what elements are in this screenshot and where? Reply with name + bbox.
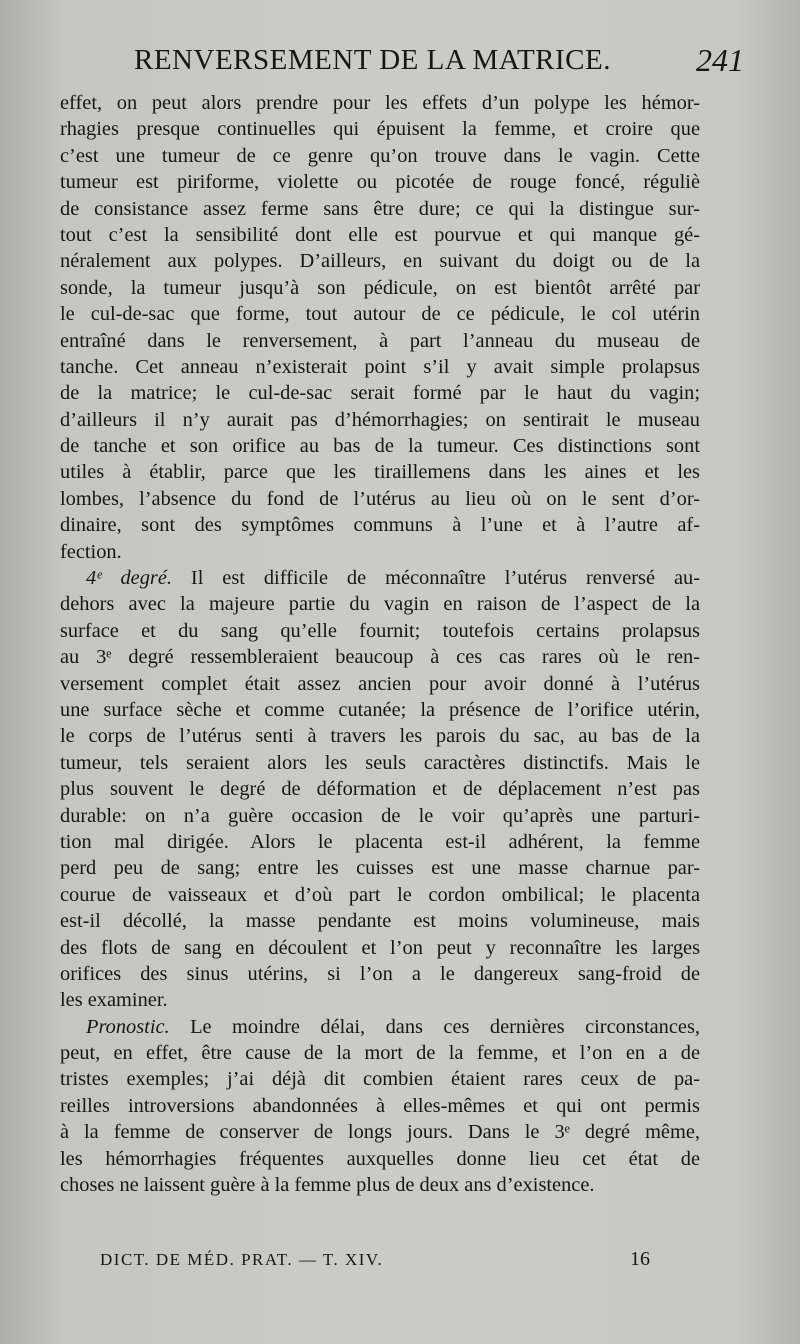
running-title: RENVERSEMENT DE LA MATRICE. (134, 44, 611, 76)
text-line (60, 301, 700, 327)
text-line (60, 1119, 700, 1145)
line-text: les hémorrhagies fréquentes auxquelles donne lieu cet état de (60, 1147, 700, 1170)
text-line (60, 1093, 700, 1119)
line-text: tumeur est piriforme, violette ou picotée de rouge foncé, réguliè (60, 171, 700, 194)
text-line (60, 750, 700, 776)
line-text: rhagies presque continuelles qui épuisent la femme, et croire que (60, 118, 700, 141)
text-line (60, 882, 700, 908)
page-number: 241 (696, 42, 744, 78)
text-line (60, 116, 700, 142)
text-line (60, 143, 700, 169)
text-line (60, 539, 700, 565)
line-text: choses ne laissent guère à la femme plus de deux ans d’existence. (60, 1174, 595, 1197)
text-line (60, 169, 700, 195)
line-text: sonde, la tumeur jusqu’à son pédicule, on est bientôt arrêté par (60, 276, 700, 299)
text-line (60, 1146, 700, 1172)
line-text: dinaire, sont des symptômes communs à l’une et à l’autre af- (60, 514, 700, 537)
text-line (60, 196, 700, 222)
line-text: versement complet était assez ancien pour avoir donné à l’utérus (60, 672, 700, 695)
text-line (60, 90, 700, 116)
text-line (60, 591, 700, 617)
line-text: au 3ᵉ degré ressembleraient beaucoup à ces cas rares où le ren- (60, 646, 700, 669)
page-header (58, 44, 744, 84)
line-text: tanche. Cet anneau n’existerait point s’il y avait simple prolapsus (60, 355, 700, 378)
line-text: tout c’est la sensibilité dont elle est pourvue et qui manque gé- (60, 223, 700, 246)
text-line (60, 354, 700, 380)
line-text: les examiner. (60, 989, 168, 1012)
text-line (60, 380, 700, 406)
line-text: Il est difficile de méconnaître l’utérus renversé au- (171, 567, 700, 590)
text-line (60, 961, 700, 987)
line-text: c’est une tumeur de ce genre qu’on trouve dans le vagin. Cette (60, 144, 700, 167)
text-line (60, 328, 700, 354)
text-line (60, 987, 700, 1013)
line-text: plus souvent le degré de déformation et de déplacement n’est pas (60, 778, 700, 801)
line-text: des flots de sang en découlent et l’on peut y reconnaître les larges (60, 936, 700, 959)
line-text: utiles à établir, parce que les tiraillemens dans les aines et les (60, 461, 700, 484)
footer-signature: DICT. DE MÉD. PRAT. — T. XIV. (100, 1250, 384, 1269)
line-text: orifices des sinus utérins, si l’on a le dangereux sang-froid de (60, 962, 700, 985)
line-text: dehors avec la majeure partie du vagin en raison de l’aspect de la (60, 593, 700, 616)
line-text: néralement aux polypes. D’ailleurs, en suivant du doigt ou de la (60, 250, 700, 273)
text-line (60, 222, 700, 248)
text-line (60, 908, 700, 934)
line-text: tion mal dirigée. Alors le placenta est-il adhérent, la femme (60, 830, 700, 853)
text-line (60, 829, 700, 855)
line-text: une surface sèche et comme cutanée; la présence de l’orifice utérin, (60, 698, 700, 721)
line-text: d’ailleurs il n’y aurait pas d’hémorrhagies; on sentirait le museau (60, 408, 700, 431)
text-line (60, 644, 700, 670)
line-text: reilles introversions abandonnées à elles-mêmes et qui ont permis (60, 1094, 700, 1117)
text-line (60, 618, 700, 644)
line-text: peut, en effet, être cause de la mort de la femme, et l’on en a de (60, 1042, 700, 1065)
line-text: courue de vaisseaux et d’où part le cordon ombilical; le placenta (60, 883, 700, 906)
line-text: tumeur, tels seraient alors les seuls caractères distinctifs. Mais le (60, 751, 700, 774)
page-footer (100, 1250, 650, 1278)
line-text: tristes exemples; j’ai déjà dit combien étaient rares ceux de pa- (60, 1068, 700, 1091)
text-line (60, 565, 700, 591)
text-line (60, 935, 700, 961)
text-line (60, 275, 700, 301)
text-line (60, 671, 700, 697)
line-text: à la femme de conserver de longs jours. Dans le 3ᵉ degré même, (60, 1121, 700, 1144)
text-line (60, 1040, 700, 1066)
line-text: de consistance assez ferme sans être dure; ce qui la distingue sur- (60, 197, 700, 220)
text-line (60, 459, 700, 485)
section-lead: Pronostic. (86, 1015, 170, 1038)
section-lead: 4ᵉ degré. (86, 567, 172, 590)
text-line (60, 486, 700, 512)
text-line (60, 407, 700, 433)
text-line (60, 248, 700, 274)
line-text: de la matrice; le cul-de-sac serait formé par le haut du vagin; (60, 382, 700, 405)
line-text: durable: on n’a guère occasion de le voir qu’après une parturi- (60, 804, 700, 827)
text-line (60, 776, 700, 802)
text-line (60, 433, 700, 459)
line-text: lombes, l’absence du fond de l’utérus au lieu où on le sent d’or- (60, 487, 700, 510)
text-line (60, 1066, 700, 1092)
text-line (60, 1172, 700, 1198)
line-text: est-il décollé, la masse pendante est moins volumineuse, mais (60, 910, 700, 933)
line-text: le corps de l’utérus senti à travers les parois du sac, au bas de la (60, 725, 700, 748)
line-text: entraîné dans le renversement, à part l’anneau du museau de (60, 329, 700, 352)
footer-signature-mark: 16 (630, 1248, 650, 1270)
text-line (60, 803, 700, 829)
text-line (60, 723, 700, 749)
text-line (60, 697, 700, 723)
text-line (60, 1014, 700, 1040)
line-text: effet, on peut alors prendre pour les effets d’un polype les hémor- (60, 92, 700, 114)
line-text: fection. (60, 540, 122, 563)
text-line (60, 512, 700, 538)
line-text: de tanche et son orifice au bas de la tumeur. Ces distinctions sont (60, 435, 700, 458)
line-text: Le moindre délai, dans ces dernières circonstances, (169, 1015, 700, 1038)
body-text (60, 90, 700, 1198)
text-line (60, 855, 700, 881)
line-text: perd peu de sang; entre les cuisses est une masse charnue par- (60, 857, 700, 880)
line-text: surface et du sang qu’elle fournit; toutefois certains prolapsus (60, 619, 700, 642)
line-text: le cul-de-sac que forme, tout autour de ce pédicule, le col utérin (60, 303, 700, 326)
